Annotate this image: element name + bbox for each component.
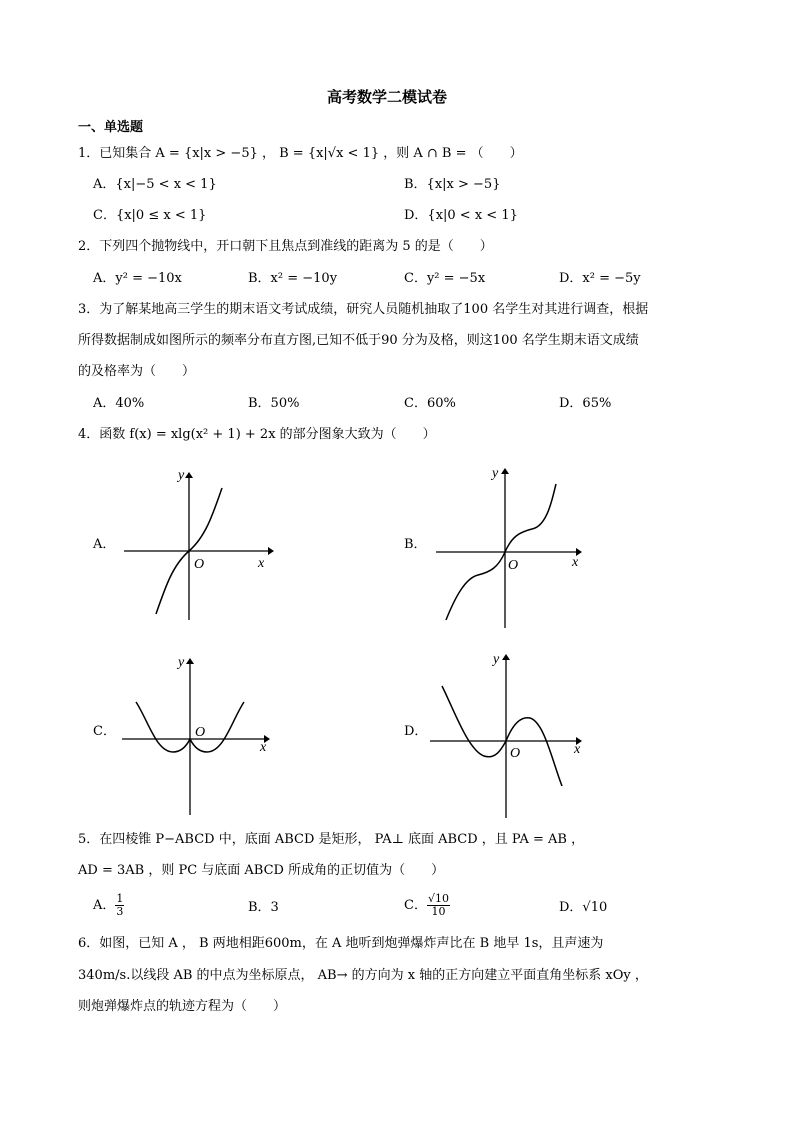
y-axis-arrow [185,472,193,478]
q2-option-c: C．y² = −5x [404,271,486,286]
q4-graph-d [428,650,593,820]
q5-option-c-label: C． [404,898,427,913]
y-axis-label: y [178,655,185,670]
q1-option-a: A．{x|−5 < x < 1} [93,177,217,192]
origin-label: O [508,558,519,573]
q4-graph-a [118,460,278,620]
x-axis-arrow [268,547,274,555]
q5-option-a [93,893,124,919]
q2-option-b: B．x² = −10y [248,271,338,286]
q5-option-c [404,893,450,919]
q3-option-c: C．60% [404,396,456,411]
q1-option-b: B．{x|x > −5} [404,177,501,192]
q5-option-b: B．3 [248,900,279,915]
q4-graph-c [118,650,278,820]
q1-stem: 1．已知集合 A = {x|x > −5} ， B = {x|√x < 1} ，则 A ∩ B = （ ） [78,146,523,161]
q4-option-c-label: C． [93,724,116,739]
q2-option-d: D．x² = −5y [559,271,641,286]
q5-option-d: D．√10 [559,900,608,915]
q3-option-b: B．50% [248,396,300,411]
q6-line-1: 6．如图，已知 A ， B 两地相距600m，在 A 地听到炮弹爆炸声比在 B 地早 1s，且声速为 [78,936,604,951]
y-axis-label: y [493,652,500,667]
y-axis-arrow [501,468,509,474]
numerator: √10 [427,892,449,905]
origin-label: O [510,746,521,761]
origin-label: O [195,725,206,740]
curve [442,686,562,786]
denominator: 10 [431,905,446,918]
y-axis-label: y [178,468,185,483]
q4-option-d-label: D． [404,724,428,739]
denominator: 3 [116,905,124,918]
q1-option-c: C．{x|0 ≤ x < 1} [93,208,207,223]
q2-stem: 2．下列四个抛物线中，开口朝下且焦点到准线的距离为 5 的是（ ） [78,239,493,254]
q5-option-a-label: A． [93,898,116,913]
q2-option-a: A．y² = −10x [93,271,182,286]
y-axis-arrow [186,658,194,664]
q4-stem: 4．函数 f(x) = xlg(x² + 1) + 2x 的部分图象大致为（ ） [78,427,436,442]
x-axis-label: x [574,742,581,757]
x-axis-label: x [572,555,579,570]
q5-line-1: 5．在四棱锥 P−ABCD 中，底面 ABCD 是矩形， PA⊥ 底面 ABCD ，且 PA = AB ， [78,832,585,847]
x-axis-label: x [258,556,265,571]
section-heading: 一、单选题 [78,120,144,135]
q3-line-3: 的及格率为（ ） [78,364,196,379]
q3-line-2: 所得数据制成如图所示的频率分布直方图,已知不低于90 分为及格，则这100 名学生期末语文成绩 [78,333,639,348]
x-axis-label: x [260,740,267,755]
origin-label: O [194,557,205,572]
q4-graph-b [428,460,593,630]
q5-option-c-fraction [427,893,450,918]
q5-option-a-fraction [115,893,124,918]
q3-option-a: A．40% [93,396,145,411]
q4-option-b-label: B． [404,537,427,552]
page-title: 高考数学二模试卷 [327,88,448,106]
q4-option-a-label: A． [93,537,116,552]
q1-option-d: D．{x|0 < x < 1} [404,208,518,223]
y-axis-label: y [492,466,499,481]
y-axis-arrow [502,654,510,660]
q3-line-1: 3．为了解某地高三学生的期末语文考试成绩，研究人员随机抽取了100 名学生对其进行调查，根据 [78,302,649,317]
q6-line-2: 340m/s.以线段 AB 的中点为坐标原点， AB→ 的方向为 x 轴的正方向建立平面直角坐标系 xOy ， [78,968,648,983]
numerator: 1 [116,892,124,905]
q3-option-d: D．65% [559,396,612,411]
q6-line-3: 则炮弹爆炸点的轨迹方程为（ ） [78,999,287,1014]
q5-line-2: AD = 3AB ，则 PC 与底面 ABCD 所成角的正切值为（ ） [78,863,445,878]
